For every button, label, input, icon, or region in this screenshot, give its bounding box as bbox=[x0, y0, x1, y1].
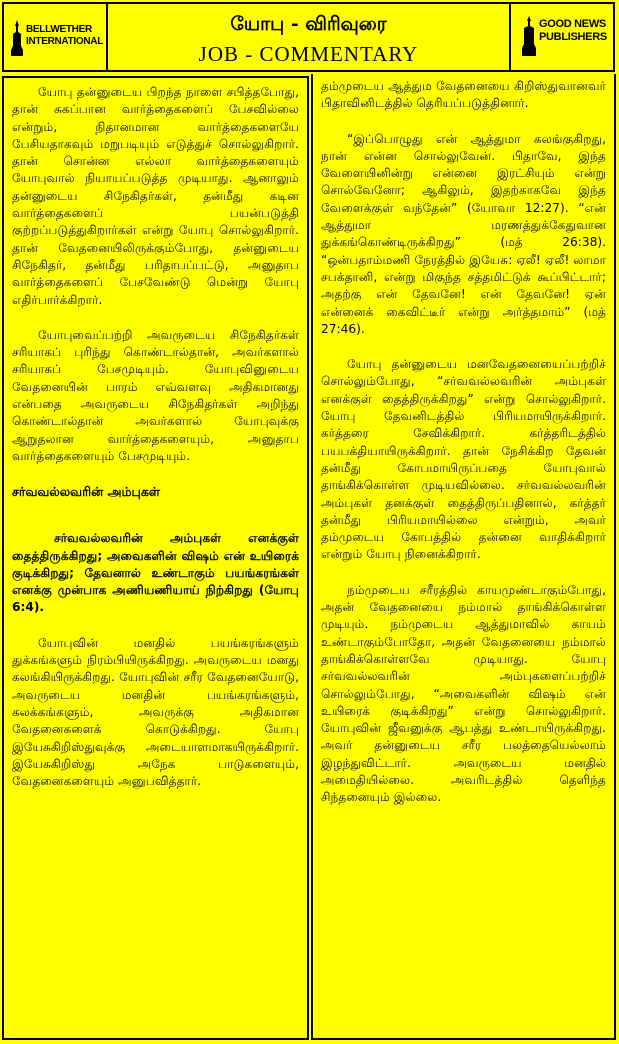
good-news-logo bbox=[509, 4, 613, 70]
title-area bbox=[108, 4, 509, 70]
bellwether-logo bbox=[4, 4, 108, 70]
left-logo-text: BELLWETHER INTERNATIONAL bbox=[26, 24, 104, 47]
paragraph: யோபு தன்னுடைய மனவேதனையைப்பற்றிச் சொல்லும்போது, “சர்வவல்லவரின் அம்புகள் எனக்குள் தைத்திருக்கிறது” என்று சொல்லுகிறார். யோபு தேவனிடத்தில் பிரியமாயிருக்கிறார். கர்த்தரை சேவிக்கிறார். கர்த்தரிடத்தில் பயபக்தியாயிருக்கிறார். தான் நேசிக்கிற தேவன் தன்மீது கோபமாயிருப்பதை யோபுவால் தாங்கிக்கொள்ள முடியவில்லை. சர்வவல்லவரின் அம்புகள் தனக்குள் தைத்திருப்பதினால், கர்த்தர் தன்மீது பிரியமாயில்லை என்றும், அவர் தம்முடைய கோபத்தில் தன்னை வாதிக்கிறார் என்றும் யோபு நினைக்கிறார். bbox=[321, 357, 606, 562]
scripture-quote: சர்வவல்லவரின் அம்புகள் எனக்குள் தைத்திருக்கிறது; அவைகளின் விஷம் என் உயிரைக் குடிக்கிறது; தேவனால் உண்டாகும் பயங்கரங்கள் எனக்கு முன்பாக அணியணியாய் நிற்கிறது (யோபு 6:4). bbox=[12, 531, 299, 615]
paragraph: யோபுவைப்பற்றி அவருடைய சிநேகிதர்கள் சரியாகப் புரிந்து கொண்டால்தான், அவர்களால் சரியாகப் பேசமுடியும். யோபுவினுடைய வேதனையின் பாரம் எவ்வளவு அதிகமானது என்பதை அவருடைய சிநேகிதர்கள் அறிந்து கொண்டால்தான் அவர்களால் யோபுவுக்கு ஆறுதலான வார்த்தைகளையும், அனுதாப வார்த்தைகளையும் பேசமுடியும். bbox=[12, 327, 299, 463]
page-header bbox=[2, 2, 615, 72]
paragraph: யோபுவின் மனதில் பயங்கரங்களும் துக்கங்களும் நிரம்பியிருக்கிறது. அவருடைய மனது கலங்கியிருக்கிறது. யோபுவின் சரீர வேதனையோடு, அவருடைய மனதின் பயங்கரங்களும், கலக்கங்களும், அவருக்கு அதிகமான வேதனைகளைக் கொடுக்கிறது. யோபு இயேசுகிறிஸ்துவுக்கு அடையாளமாகயிருக்கிறார். இயேசுகிறிஸ்து அநேக பாடுகளையும், வேதனைகளையும் அனுபவித்தார். bbox=[12, 635, 299, 789]
paragraph: நம்முடைய சரீரத்தில் காயமுண்டாகும்போது, அதன் வேதனையை நம்மால் தாங்கிக்கொள்ள முடியும். நம்முடைய ஆத்துமாவில் காயம் உண்டாகும்போதோ, அதன் வேதனையை நம்மால் தாங்கிக்கொள்ளவே முடியாது. யோபு சர்வவல்லவரின் அம்புகளைப்பற்றிச் சொல்லும்போது, “அவைகளின் விஷம் என் உயிரைக் குடிக்கிறது” என்று சொல்லுகிறார். யோபுவின் ஜீவனுக்கு ஆபத்து உண்டாயிருக்கிறது. அவர் தன்னுடைய சரீர பலத்தையெல்லாம் இழந்துவிட்டார். அவருடைய மனதில் அமைதியில்லை. அவரிடத்தில் தெளிந்த சிந்தனையும் இல்லை. bbox=[321, 582, 606, 805]
section-heading: சர்வவல்லவரின் அம்புகள் bbox=[12, 484, 161, 500]
left-column bbox=[2, 76, 309, 1040]
page-title-tamil: யோபு - விரிவுரை bbox=[230, 13, 387, 35]
page-title-english: JOB - COMMENTARY bbox=[198, 42, 419, 66]
bell-icon bbox=[10, 20, 24, 56]
paragraph: தம்முடைய ஆத்தும வேதனையை கிறிஸ்துவானவர் பிதாவினிடத்தில் தெரியப்படுத்தினார். bbox=[321, 79, 606, 111]
right-logo-text: GOOD NEWS PUBLISHERS bbox=[539, 18, 607, 43]
right-column bbox=[311, 74, 616, 1040]
paragraph: “இப்பொழுது என் ஆத்துமா கலங்குகிறது, நான் என்ன சொல்லுவேன். பிதாவே, இந்த வேளையினின்று என்னை இரட்சியும் என்று சொல்வேனோ; ஆகிலும், இதற்காகவே இந்த வேளைக்குள் வந்தேன்” (யோவா 12:27). “என் ஆத்துமா மரணத்துக்கேதுவான துக்கங்கொண்டிருக்கிறது” (மத் 26:38). “ஒன்பதாம்மணி நேரத்தில் இயேசு: ஏலீ! ஏலீ! லாமா சபக்தானி, என்று மிகுந்த சத்தமிட்டுக் கூப்பிட்டார்; அதற்கு என் தேவனே! என் தேவனே! ஏன் என்னைக் கைவிட்டீர் என்று அர்த்தமாம்” (மத் 27:46). bbox=[321, 131, 606, 336]
paragraph: யோபு தன்னுடைய பிறந்த நாளை சபித்தபோது, தான் சுகப்பான வார்த்தைகளைப் பேசவில்லை என்றும், நிதானமான வார்த்தைகளையே பேசியதாகவும் மறுபடியும் எடுத்துச் சொல்லுகிறார். தான் சொன்ன எல்லா வார்த்தைகளையும் யோபுவால் நியாயப்படுத்த முடியாது. ஆனாலும் தன்னுடைய சிநேகிதர்கள், தன்மீது கடின வார்த்தைகளைப் பயன்படுத்தி குற்றப்படுத்துகிறார்கள் என்று யோபு சொல்லுகிறார். தான் வேதனையிலிருக்கும்போது, தன்னுடைய சிநேகிதர், தன்மீது பரிதாபப்பட்டு, அனுதாப வார்த்தைகளைப் பேசவேண்டு மென்று யோபு எதிர்பார்க்கிறார். bbox=[12, 85, 299, 307]
book-icon bbox=[521, 16, 537, 56]
